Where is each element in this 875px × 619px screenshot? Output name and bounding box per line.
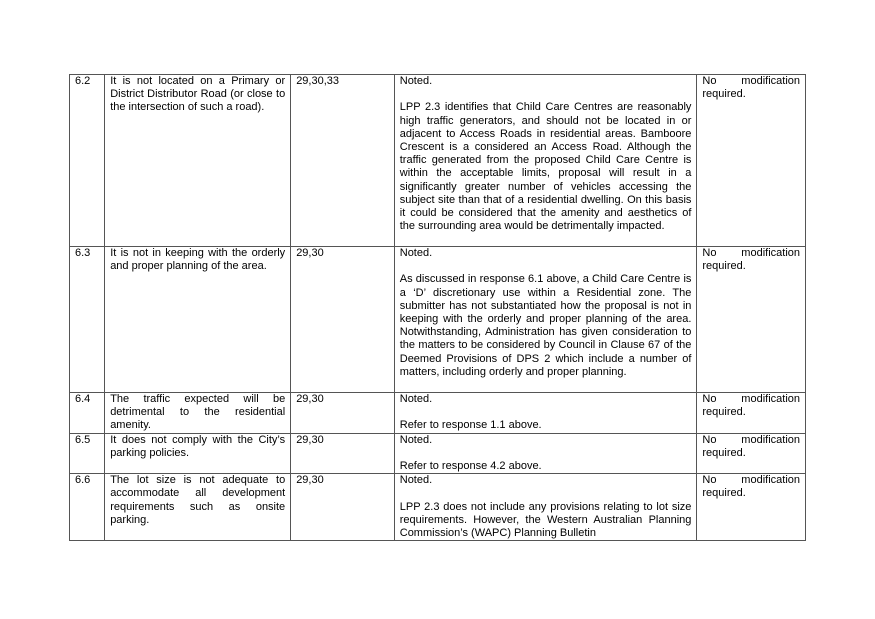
response-head: Noted. (399, 393, 433, 405)
item-number: 6.2 (70, 75, 105, 247)
modification-no: No (702, 247, 717, 259)
modification-required: required. (702, 487, 746, 500)
submission-text: It does not comply with the City’s parking policies. (105, 433, 291, 474)
item-number: 6.6 (70, 474, 105, 541)
table-row (70, 247, 806, 393)
response-body: As discussed in response 6.1 above, a Child Care Centre is a ‘D’ discretionary use within a Residential zone. The submitter has not substantiated how the proposal is not in keeping with the orderly and proper planning of the area. Notwithstanding, Administration has given consideration to the matters to be considered by Council in Clause 67 of the Deemed Provisions of DPS 2 which include a number of matters, including orderly and proper planning. (399, 273, 692, 378)
submission-text: The lot size is not adequate to accommodate all development requirements such as onsite parking. (105, 474, 291, 541)
response-cell (394, 75, 697, 247)
modification-no: No (702, 474, 717, 487)
response-head: Noted. (399, 75, 433, 87)
modification-no: No (702, 433, 717, 446)
submitter-refs: 29,30 (291, 474, 395, 541)
response-cell (394, 433, 697, 474)
modification-cell (697, 247, 806, 393)
submitter-refs: 29,30 (291, 393, 395, 434)
table-row (70, 433, 806, 474)
modification-word: modification (741, 474, 800, 487)
response-head: Noted. (399, 433, 433, 446)
modification-cell (697, 393, 806, 434)
submission-text: It is not in keeping with the orderly and proper planning of the area. (105, 247, 291, 393)
submitter-refs: 29,30 (291, 433, 395, 474)
modification-word: modification (741, 433, 800, 446)
modification-no: No (702, 393, 717, 405)
modification-cell (697, 433, 806, 474)
submission-text: It is not located on a Primary or District Distributor Road (or close to the intersection of such a road). (105, 75, 291, 247)
modification-word: modification (741, 393, 800, 405)
submission-text: The traffic expected will be detrimental to the residential amenity. (105, 393, 291, 434)
modification-word: modification (741, 247, 800, 259)
response-body: Refer to response 1.1 above. (399, 419, 542, 432)
modification-word: modification (741, 75, 800, 87)
modification-cell (697, 75, 806, 247)
modification-no: No (702, 75, 717, 87)
submitter-refs: 29,30 (291, 247, 395, 393)
response-body: Refer to response 4.2 above. (399, 460, 542, 472)
modification-cell (697, 474, 806, 541)
table-row (70, 75, 806, 247)
response-cell (394, 247, 697, 393)
response-head: Noted. (399, 247, 433, 259)
response-head: Noted. (399, 474, 433, 487)
submissions-table (69, 74, 806, 541)
modification-required: required. (702, 88, 746, 101)
submitter-refs: 29,30,33 (291, 75, 395, 247)
modification-required: required. (702, 406, 746, 419)
item-number: 6.5 (70, 433, 105, 474)
modification-required: required. (702, 260, 746, 273)
response-body: LPP 2.3 does not include any provisions relating to lot size requirements. However, the Western Australian Planning Commission’s (WAPC) Planning Bulletin (399, 500, 692, 539)
response-cell (394, 393, 697, 434)
modification-required: required. (702, 446, 746, 459)
item-number: 6.4 (70, 393, 105, 434)
response-cell (394, 474, 697, 541)
response-body: LPP 2.3 identifies that Child Care Centres are reasonably high traffic generators, and should not be located in or adjacent to Access Roads in residential areas. Bamboore Crescent is a considered an Access Road. Although the traffic generated from the proposed Child Care Centre is within the acceptable limits, proposal will result in a significantly greater number of vehicles accessing the subject site than that of a residential dwelling. On this basis it could be considered that the amenity and aesthetics of the surrounding area would be detrimentally impacted. (399, 101, 692, 233)
item-number: 6.3 (70, 247, 105, 393)
table-row (70, 474, 806, 541)
table-row (70, 393, 806, 434)
